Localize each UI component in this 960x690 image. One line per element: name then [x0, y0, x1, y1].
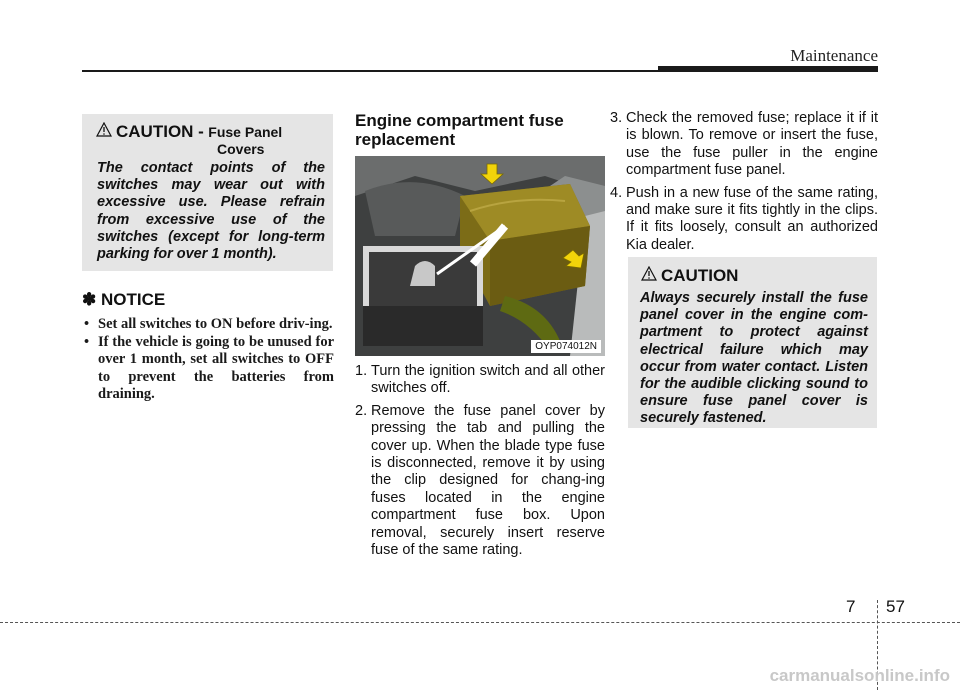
step-number: 1. [355, 363, 368, 379]
notice-heading [82, 290, 165, 310]
section-title: Maintenance [790, 46, 878, 65]
notice-title: NOTICE [100, 290, 166, 309]
step-text: Check the removed fuse; replace it if it is blown. To remove or insert the fuse, use the fuse puller in the engine compartment fuse panel. [626, 110, 878, 179]
notice-symbol: ✽ [82, 290, 97, 309]
caution-box-fuse-panel-covers [82, 114, 333, 271]
caution-subject-line2: Covers [217, 141, 265, 157]
step-text: Push in a new fuse of the same rating, and make sure it fits tightly in the clips. If it fits loosely, consult an authorized Kia dealer. [626, 184, 878, 253]
figure-code: OYP074012N [531, 340, 601, 353]
chapter-number: 7 [846, 597, 856, 616]
step-item [610, 185, 878, 255]
caution-heading [116, 122, 282, 142]
caution-box-fuse-cover [628, 257, 877, 428]
step-number: 2. [355, 402, 368, 419]
caution-body: Always securely install the fuse panel cover in the engine com-partment to protect against electrical failure which may occur from water contact. Listen for the audible clicking sound to ensure fuse panel cover is securely fastened. [640, 290, 868, 427]
step-text: Remove the fuse panel cover by pressing the tab and pulling the cover up. When the blade type fuse is disconnected, remove it by using the clip designed for chang-ing fuses located in the engine compartment fuse box. Upon removal, securely insert reserve fuse of the same rating. [371, 402, 605, 559]
notice-item: • Set all switches to ON before driv-ing. [82, 316, 334, 334]
caution-label: CAUTION - [116, 122, 204, 141]
step-number: 4. [610, 184, 623, 201]
notice-list [82, 316, 334, 404]
header-rule-accent [658, 66, 878, 72]
engine-compartment-drawing [355, 156, 605, 356]
caution-label: CAUTION [661, 266, 739, 285]
step-item [610, 110, 878, 180]
step-item [355, 403, 605, 560]
step-number: 3. [610, 110, 623, 126]
step-text: Turn the ignition switch and all other switches off. [371, 363, 605, 397]
fuse-replacement-steps [355, 363, 605, 564]
notice-item: • If the vehicle is going to be unused for over 1 month, set all switches to OFF to prevent the batteries from draining. [82, 334, 334, 404]
step-item [355, 363, 605, 398]
engine-section-title: Engine compartment fuse replacement [355, 111, 564, 149]
caution-body: The contact points of the switches may wear out with excessive use. Please refrain from excessive use of the switches (except for long-term parking for over 1 month). [97, 160, 325, 263]
caution-subject-line1: Fuse Panel [208, 124, 283, 140]
footer-rule [0, 622, 960, 623]
engine-fuse-box-illustration [355, 156, 605, 356]
fuse-replacement-steps-continued [610, 110, 878, 259]
watermark: carmanualsonline.info [769, 666, 950, 685]
page-number: 57 [886, 597, 905, 616]
